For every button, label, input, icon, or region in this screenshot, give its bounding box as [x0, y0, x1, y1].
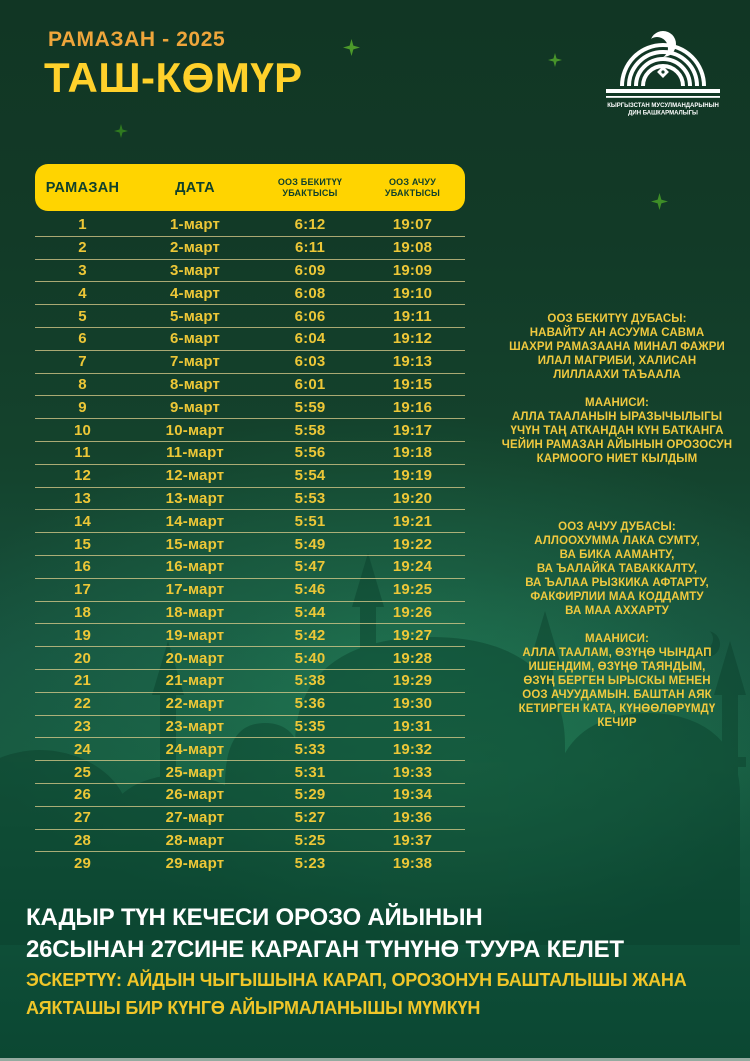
date: 6-март — [169, 330, 221, 348]
date: 17-март — [165, 581, 225, 599]
day-number: 20 — [73, 649, 92, 667]
day-number: 22 — [73, 695, 92, 713]
table-row — [35, 237, 465, 260]
date: 7-март — [169, 353, 221, 371]
table-header — [35, 164, 465, 211]
fast-start-time: 5:27 — [294, 809, 326, 827]
dua-line: ФАКФИРЛИИ МАА КОДДАМТУ — [530, 591, 704, 603]
column-header-fast-start: ООЗ БЕКИТҮҮ УБАКТЫСЫ — [277, 177, 343, 198]
date: 12-март — [165, 467, 225, 485]
sparkle-icon — [343, 39, 360, 56]
fast-start-time: 5:42 — [294, 626, 326, 644]
day-number: 6 — [78, 330, 87, 348]
table-row — [35, 624, 465, 647]
date: 19-март — [165, 626, 225, 644]
date: 26-март — [165, 786, 225, 804]
table-row — [35, 282, 465, 305]
day-number: 25 — [73, 763, 92, 781]
dua-line: ВА БИКА ААМАНТУ, — [559, 549, 675, 561]
notice-line2: АЯКТАШЫ БИР КҮНГӨ АЙЫРМАЛАНЫШЫ МҮМКҮН — [26, 998, 481, 1018]
fast-end-time: 19:10 — [392, 284, 433, 302]
table-row — [35, 442, 465, 465]
fast-start-time: 5:54 — [294, 467, 326, 485]
day-number: 11 — [74, 444, 91, 462]
day-number: 13 — [73, 489, 92, 507]
table-row — [35, 807, 465, 830]
fast-start-time: 6:01 — [294, 375, 326, 393]
dua-line: ВА ЪАЛАЙКА ТАВАККАЛТУ, — [536, 563, 698, 575]
fast-end-time: 19:17 — [392, 421, 433, 439]
city-title: ТАШ-КӨМҮР — [44, 54, 303, 101]
qadr-night-text — [26, 902, 624, 966]
fast-start-time: 5:49 — [294, 535, 326, 553]
sparkle-icon — [548, 53, 562, 67]
crescent-icon — [650, 31, 676, 57]
dua-line: ИШЕНДИМ, ӨЗҮҢӨ ТАЯНДЫМ, — [528, 661, 706, 673]
dua-line: АЛЛА ТААЛАМ, ӨЗҮҢӨ ЧЫНДАП — [522, 647, 712, 659]
date: 22-март — [165, 695, 225, 713]
day-number: 21 — [73, 672, 92, 690]
fast-start-time: 5:38 — [294, 672, 326, 690]
fast-start-time: 6:11 — [295, 239, 325, 257]
table-row — [35, 716, 465, 739]
fast-end-time: 19:15 — [392, 375, 433, 393]
fast-start-time: 5:23 — [294, 855, 326, 873]
fast-end-time: 19:21 — [392, 512, 433, 530]
day-number: 16 — [73, 558, 92, 576]
fast-end-time: 19:22 — [392, 535, 433, 553]
dua-line: ӨЗҮҢ БЕРГЕН ЫРЫСКЫ МЕНЕН — [523, 675, 711, 687]
dua-title: МААНИСИ: — [585, 397, 649, 409]
table-row — [35, 328, 465, 351]
fast-end-time: 19:31 — [392, 717, 433, 735]
notice-text — [26, 966, 687, 1022]
fast-end-time: 19:16 — [392, 398, 433, 416]
dua-line: КАРМООГО НИЕТ КЫЛДЫМ — [536, 453, 698, 465]
day-number: 1 — [78, 216, 87, 234]
day-number: 29 — [73, 855, 92, 873]
dua-line: АЛЛООХУММА ЛАКА СУМТУ, — [534, 535, 700, 547]
dua-title: МААНИСИ: — [585, 633, 649, 645]
table-row — [35, 852, 465, 875]
fast-start-time: 6:12 — [294, 216, 326, 234]
date: 18-март — [165, 603, 225, 621]
date: 27-март — [165, 809, 225, 827]
fast-start-time: 5:47 — [294, 558, 326, 576]
day-number: 2 — [78, 239, 87, 257]
column-header-ramazan: РАМАЗАН — [45, 179, 120, 196]
table-row — [35, 738, 465, 761]
sparkle-icon — [114, 124, 128, 138]
dua-line: ВА МАА АХХАРТУ — [565, 605, 669, 617]
logo-text-line1: КЫРГЫЗСТАН МУСУЛМАНДАРЫНЫН — [607, 103, 719, 109]
table-row — [35, 693, 465, 716]
table-row — [35, 419, 465, 442]
fast-start-time: 5:53 — [294, 489, 326, 507]
fast-start-time: 6:03 — [294, 353, 326, 371]
fast-start-time: 5:46 — [294, 581, 326, 599]
date: 13-март — [165, 489, 225, 507]
fast-end-time: 19:13 — [392, 353, 433, 371]
table-row — [35, 396, 465, 419]
dua-line: ИЛАЛ МАГРИБИ, ХАЛИСАН — [537, 355, 697, 367]
fast-start-time: 6:04 — [294, 330, 326, 348]
table-row — [35, 260, 465, 283]
date: 21-март — [165, 672, 225, 690]
table-row — [35, 670, 465, 693]
dua-line: ООЗ АЧУУДАМЫН. БАШТАН АЯК — [522, 689, 712, 701]
fast-start-time: 6:08 — [294, 284, 326, 302]
date: 11-март — [166, 444, 224, 462]
day-number: 3 — [78, 261, 87, 279]
fast-end-time: 19:38 — [392, 855, 433, 873]
day-number: 18 — [73, 603, 92, 621]
date: 15-март — [165, 535, 225, 553]
date: 24-март — [165, 740, 225, 758]
column-header-date: ДАТА — [175, 179, 215, 196]
date: 2-март — [169, 239, 221, 257]
fast-start-time: 5:35 — [294, 717, 326, 735]
dua-line: КЕТИРГЕН КАТА, КҮНӨӨЛӨРҮМДҮ — [518, 703, 716, 715]
fast-end-time: 19:12 — [392, 330, 433, 348]
column-header-fast-end: ООЗ АЧУУ УБАКТЫСЫ — [384, 177, 441, 198]
dua-block — [492, 520, 742, 618]
fast-end-time: 19:30 — [392, 695, 433, 713]
fast-end-time: 19:28 — [392, 649, 433, 667]
dua-title: ООЗ АЧУУ ДУБАСЫ: — [558, 521, 676, 533]
date: 3-март — [169, 261, 221, 279]
fast-end-time: 19:37 — [392, 831, 433, 849]
logo-text-line2: ДИН БАШКАРМАЛЫГЫ — [628, 110, 698, 116]
fast-end-time: 19:29 — [392, 672, 433, 690]
day-number: 26 — [73, 786, 92, 804]
fast-end-time: 19:34 — [392, 786, 433, 804]
fast-end-time: 19:24 — [392, 558, 433, 576]
date: 23-март — [165, 717, 225, 735]
dua-line: НАВАЙТУ АН АСУУМА САВМА — [529, 327, 705, 339]
fast-start-time: 5:31 — [294, 763, 326, 781]
table-row — [35, 533, 465, 556]
fast-end-time: 19:09 — [392, 261, 433, 279]
fast-start-time: 5:59 — [294, 398, 326, 416]
day-number: 17 — [73, 581, 92, 599]
date: 20-март — [165, 649, 225, 667]
dua-title: ООЗ БЕКИТҮҮ ДУБАСЫ: — [547, 313, 687, 325]
day-number: 7 — [78, 353, 87, 371]
table-row — [35, 374, 465, 397]
dua-line: КЕЧИР — [597, 717, 637, 729]
day-number: 5 — [78, 307, 87, 325]
day-number: 23 — [73, 717, 92, 735]
day-number: 12 — [73, 467, 92, 485]
fast-start-time: 5:44 — [294, 603, 326, 621]
table-row — [35, 465, 465, 488]
day-number: 14 — [73, 512, 92, 530]
table-body — [35, 214, 465, 875]
fast-start-time: 5:25 — [294, 831, 326, 849]
fast-start-time: 5:56 — [294, 444, 326, 462]
day-number: 15 — [73, 535, 92, 553]
dua-line: АЛЛА ТААЛАНЫН ЫРАЗЫЧЫЛЫГЫ — [511, 411, 723, 423]
fast-start-time: 5:29 — [294, 786, 326, 804]
day-number: 10 — [73, 421, 92, 439]
dua-line: ҮЧҮН ТАҢ АТКАНДАН КҮН БАТКАНГА — [510, 425, 724, 437]
fast-end-time: 19:26 — [392, 603, 433, 621]
table-row — [35, 351, 465, 374]
fast-start-time: 5:33 — [294, 740, 326, 758]
notice-line1: ЭСКЕРТҮҮ: АЙДЫН ЧЫГЫШЫНА КАРАП, ОРОЗОНУН БАШТАЛЫШЫ ЖАНА — [26, 970, 687, 990]
dua-line: ЧЕЙИН РАМАЗАН АЙЫНЫН ОРОЗОСУН — [501, 439, 733, 451]
table-row — [35, 784, 465, 807]
date: 8-март — [169, 375, 221, 393]
table-row — [35, 647, 465, 670]
table-row — [35, 510, 465, 533]
fast-end-time: 19:19 — [392, 467, 433, 485]
date: 28-март — [165, 831, 225, 849]
day-number: 27 — [73, 809, 92, 827]
year-subtitle: РАМАЗАН - 2025 — [48, 28, 226, 51]
dua-line: ВА ЪАЛАА РЫЗКИКА АФТАРТУ, — [525, 577, 709, 589]
fast-end-time: 19:33 — [392, 763, 433, 781]
day-number: 8 — [78, 375, 87, 393]
fast-end-time: 19:25 — [392, 581, 433, 599]
day-number: 28 — [73, 831, 92, 849]
fast-start-time: 6:09 — [294, 261, 326, 279]
fast-end-time: 19:18 — [392, 444, 433, 462]
date: 14-март — [165, 512, 225, 530]
sparkle-icon — [651, 193, 668, 210]
date: 4-март — [169, 284, 221, 302]
dua-block — [492, 396, 742, 466]
fast-end-time: 19:36 — [392, 809, 433, 827]
fast-end-time: 19:07 — [392, 216, 433, 234]
fast-start-time: 5:51 — [294, 512, 326, 530]
day-number: 4 — [78, 284, 87, 302]
date: 9-март — [169, 398, 221, 416]
fast-start-time: 5:58 — [294, 421, 326, 439]
day-number: 19 — [73, 626, 92, 644]
fast-end-time: 19:11 — [393, 307, 432, 325]
table-row — [35, 488, 465, 511]
fast-end-time: 19:08 — [392, 239, 433, 257]
fast-end-time: 19:32 — [392, 740, 433, 758]
table-row — [35, 579, 465, 602]
table-row — [35, 214, 465, 237]
dua-column — [492, 312, 742, 742]
qadr-night-line1: КАДЫР ТҮН КЕЧЕСИ ОРОЗО АЙЫНЫН — [26, 904, 483, 931]
table-row — [35, 305, 465, 328]
table-row — [35, 556, 465, 579]
qadr-night-line2: 26СЫНАН 27СИНЕ КАРАГАН ТҮНҮНӨ ТУУРА КЕЛЕТ — [26, 936, 624, 963]
date: 10-март — [165, 421, 225, 439]
date: 1-март — [169, 216, 221, 234]
dua-line: ШАХРИ РАМАЗААНА МИНАЛ ФАЖРИ — [509, 341, 725, 353]
date: 5-март — [169, 307, 221, 325]
date: 29-март — [165, 855, 225, 873]
dua-line: ЛИЛЛААХИ ТАЪААЛА — [553, 369, 681, 381]
fast-end-time: 19:20 — [392, 489, 433, 507]
day-number: 9 — [78, 398, 87, 416]
dua-block — [492, 312, 742, 382]
fast-start-time: 6:06 — [294, 307, 326, 325]
fast-start-time: 5:36 — [294, 695, 326, 713]
table-row — [35, 830, 465, 853]
date: 16-март — [165, 558, 225, 576]
day-number: 24 — [73, 740, 92, 758]
fast-start-time: 5:40 — [294, 649, 326, 667]
dua-block — [492, 632, 742, 730]
table-row — [35, 602, 465, 625]
date: 25-март — [165, 763, 225, 781]
fast-end-time: 19:27 — [392, 626, 433, 644]
muftiyat-logo — [596, 28, 746, 116]
table-row — [35, 761, 465, 784]
